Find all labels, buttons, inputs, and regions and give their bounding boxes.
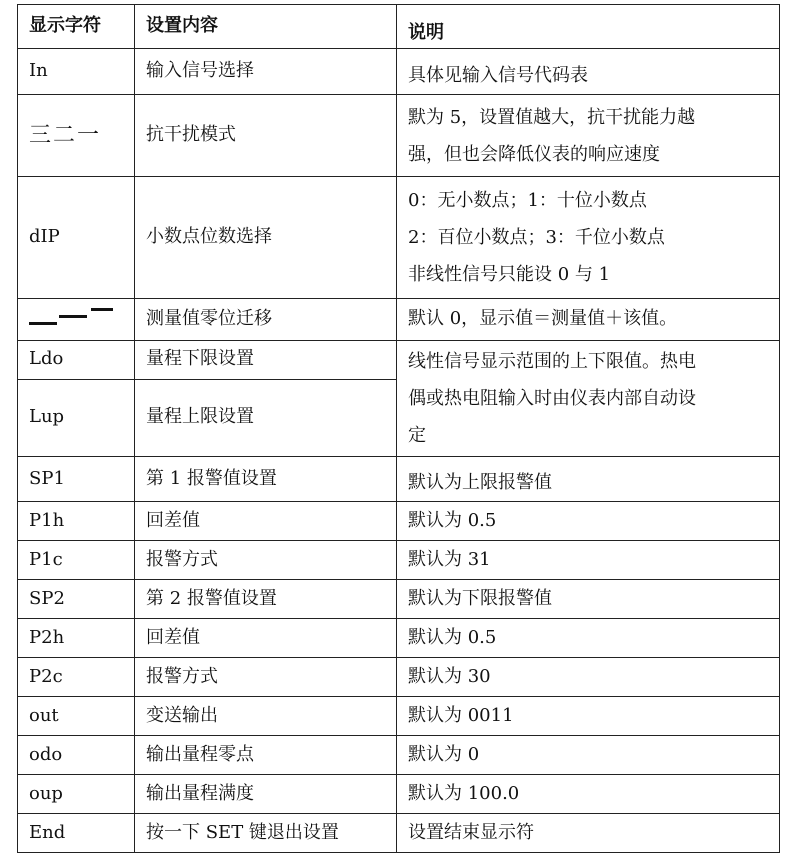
setting-cell: 回差值 (135, 619, 397, 658)
table-row (18, 775, 780, 814)
table-row (18, 814, 780, 853)
header-display-char: 显示字符 (18, 5, 135, 49)
setting-cell: 抗干扰模式 (135, 95, 397, 177)
code-cell: P2c (18, 658, 135, 697)
segment-glyph: 三二一 (29, 122, 102, 148)
setting-cell: 报警方式 (135, 658, 397, 697)
code-cell: Ldo (18, 341, 135, 380)
setting-cell: 变送输出 (135, 697, 397, 736)
code-cell: Lup (18, 379, 135, 456)
setting-cell: 第 2 报警值设置 (135, 580, 397, 619)
table-row (18, 502, 780, 541)
header-setting: 设置内容 (135, 5, 397, 49)
description-line: 0：无小数点；1：十位小数点 (408, 190, 647, 211)
description-cell: 默认为 0.5 (397, 619, 780, 658)
table-row (18, 49, 780, 95)
table-row (18, 658, 780, 697)
setting-cell: 输入信号选择 (135, 49, 397, 95)
table-row (18, 541, 780, 580)
code-cell: SP2 (18, 580, 135, 619)
description-cell: 默认为 0011 (397, 697, 780, 736)
code-cell: SP1 (18, 457, 135, 502)
description-cell: 默认为 100.0 (397, 775, 780, 814)
code-cell: P2h (18, 619, 135, 658)
setting-cell: 输出量程零点 (135, 736, 397, 775)
table-row (18, 341, 780, 380)
table-row (18, 736, 780, 775)
setting-cell: 回差值 (135, 502, 397, 541)
segment-bars-icon (29, 306, 109, 328)
description-cell: 默认为 0 (397, 736, 780, 775)
description-cell: 默认为 30 (397, 658, 780, 697)
description-cell (397, 341, 780, 457)
table-row (18, 697, 780, 736)
table-row (18, 299, 780, 341)
setting-cell: 第 1 报警值设置 (135, 457, 397, 502)
description-cell: 默认 0，显示值＝测量值＋该值。 (397, 299, 780, 341)
description-cell: 具体见输入信号代码表 (397, 49, 780, 95)
description-cell: 默认为 31 (397, 541, 780, 580)
code-cell: odo (18, 736, 135, 775)
description-cell: 设置结束显示符 (397, 814, 780, 853)
code-cell: P1c (18, 541, 135, 580)
code-cell: In (18, 49, 135, 95)
table-row (18, 177, 780, 299)
code-cell: oup (18, 775, 135, 814)
description-cell: 默认为上限报警值 (397, 457, 780, 502)
description-line: 非线性信号只能设 0 与 1 (408, 264, 611, 285)
header-description: 说明 (397, 5, 780, 49)
setting-cell: 量程上限设置 (135, 379, 397, 456)
code-cell: End (18, 814, 135, 853)
setting-cell: 量程下限设置 (135, 341, 397, 380)
description-cell (397, 95, 780, 177)
table-row (18, 580, 780, 619)
description-line: 定 (408, 425, 426, 446)
setting-cell: 报警方式 (135, 541, 397, 580)
code-cell-segment (18, 299, 135, 341)
table-row (18, 95, 780, 177)
setting-cell: 小数点位数选择 (135, 177, 397, 299)
description-cell (397, 177, 780, 299)
description-cell: 默认为 0.5 (397, 502, 780, 541)
code-cell: out (18, 697, 135, 736)
description-line: 线性信号显示范围的上下限值。热电 (408, 351, 696, 372)
parameter-table (17, 4, 780, 853)
code-cell: P1h (18, 502, 135, 541)
table-row (18, 619, 780, 658)
description-cell: 默认为下限报警值 (397, 580, 780, 619)
setting-cell: 按一下 SET 键退出设置 (135, 814, 397, 853)
code-cell-segment (18, 95, 135, 177)
description-line: 强，但也会降低仪表的响应速度 (408, 143, 660, 165)
table-header-row (18, 5, 780, 49)
setting-cell: 输出量程满度 (135, 775, 397, 814)
description-line: 2：百位小数点；3：千位小数点 (408, 227, 665, 248)
setting-cell: 测量值零位迁移 (135, 299, 397, 341)
description-line: 默为 5，设置值越大，抗干扰能力越 (408, 106, 696, 128)
code-cell: dIP (18, 177, 135, 299)
table-row (18, 457, 780, 502)
description-line: 偶或热电阻输入时由仪表内部自动设 (408, 388, 696, 409)
